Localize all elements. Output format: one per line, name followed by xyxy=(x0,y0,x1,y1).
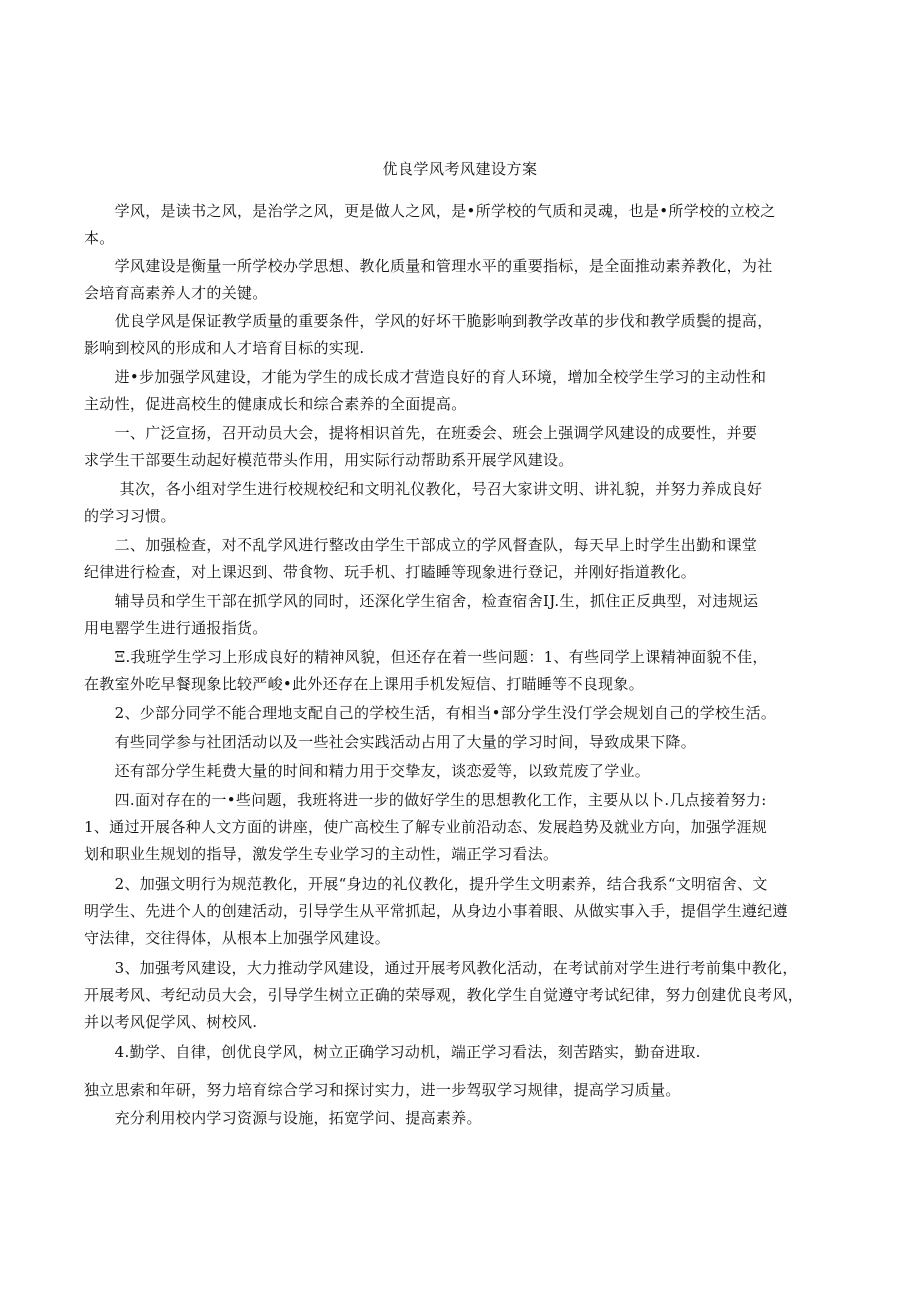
paragraph-section-4-item-2 xyxy=(84,871,846,952)
text-line: 2、加强文明行为规范教化，开展“身边的礼仪教化，提升学生文明素养，结合我系“文明宿舍、文 xyxy=(84,875,768,893)
text-line: 会培育高素养人才的关键。 xyxy=(84,284,268,302)
paragraph-section-4-item-4 xyxy=(84,1039,846,1066)
paragraph-intro-3 xyxy=(84,308,846,362)
text-line: 优良学风是保证教学质量的重要条件，学风的好坏干脆影响到教学改革的步伐和教学质鬓的提高， xyxy=(84,312,773,330)
text-line: 本。 xyxy=(84,229,115,247)
text-line: 还有部分学生耗费大量的时间和精力用于交挚友，谈恋爱等，以致荒废了学业。 xyxy=(84,762,651,780)
paragraph-section-2b xyxy=(84,588,846,642)
text-line: 影响到校风的形成和人才培育目标的实现. xyxy=(84,339,365,357)
text-line: 2、少部分同学不能合理地支配自己的学校生活，有相当•部分学生没仃学会规划自己的学校生活。 xyxy=(84,704,777,722)
text-line: 一、广泛宣扬，召开动员大会，提将相识首先，在班委会、班会上强调学风建设的成要性，并要 xyxy=(84,424,758,442)
paragraph-section-4 xyxy=(84,787,846,868)
text-line: 在教室外吃早餐现象比较严峻•此外还存在上课用手机发短信、打瞄睡等不良现象。 xyxy=(84,675,644,693)
text-line: 四.面对存在的一•些问题，我班将进一步的做好学生的思想教化工作，主要从以卜.几点接着努力: xyxy=(84,791,767,809)
paragraph-intro-2 xyxy=(84,253,846,307)
text-line: 主动性，促进高校生的健康成长和综合素养的全面提高。 xyxy=(84,395,467,413)
text-line: 有些同学参与社团活动以及一些社会实践活动占用了大量的学习时间，导致成果下降。 xyxy=(84,733,697,751)
text-line: 学风建设是衡量一所学校办学思想、教化质量和管理水平的重要指标，是全面推动素养教化，为社 xyxy=(84,257,773,275)
paragraph-section-3b xyxy=(84,700,846,727)
text-line: 独立思索和年研，努力培育综合学习和探讨实力，进一步驾驭学习规律，提高学习质量。 xyxy=(84,1081,681,1099)
text-line: 明学生、先进个人的创建活动，引导学生从平常抓起，从身边小事着眼、从做实事入手，提倡学生遵纪遵 xyxy=(84,902,788,920)
text-line: 用电罂学生进行通报指货。 xyxy=(84,619,268,637)
text-line: 充分利用校内学习资源与设施，拓宽学问、提高素养。 xyxy=(84,1109,482,1127)
text-line: 3、加强考风建设，大力推动学风建设，通过开展考风教化活动，在考试前对学生进行考前集中教化， xyxy=(84,959,798,977)
text-line: 求学生干部要生动起好模范带头作用，用实际行动帮助系开展学风建设。 xyxy=(84,451,574,469)
paragraph-section-3 xyxy=(84,644,846,698)
text-line: 其次，各小组对学生进行校规校纪和文明礼仪教化，号召大家讲文明、讲礼貌，并努力养成良好 xyxy=(84,480,763,498)
text-line: 进•步加强学风建设，才能为学生的成长成才营造良好的育人环境，增加全校学生学习的主动性和 xyxy=(84,368,767,386)
paragraph-section-2 xyxy=(84,532,846,586)
paragraph-intro-1 xyxy=(84,198,846,252)
text-line: 划和职业生规划的指导，激发学生专业学习的主动性，端正学习看法。 xyxy=(84,845,559,863)
text-line: 学风，是读书之风，是治学之风，更是做人之风，是•所学校的气质和灵魂，也是•所学校的立校之 xyxy=(84,202,776,220)
text-line: 开展考风、考纪动员大会，引导学生树立正确的荣辱观，教化学生自觉遵守考试纪律，努力创建优良考风， xyxy=(84,986,804,1004)
paragraph-section-3c xyxy=(84,729,846,756)
paragraph-section-1 xyxy=(84,420,846,474)
document-title: 优良学风考风建设方案 xyxy=(382,160,538,178)
paragraph-section-1b xyxy=(84,476,846,530)
paragraph-section-3d xyxy=(84,758,846,785)
paragraph-section-4-item-3 xyxy=(84,955,846,1036)
text-line: 1、通过开展各种人文方面的讲座，使广高校生了解专业前沿动态、发展趋势及就业方向，加强学涯规 xyxy=(84,818,768,836)
paragraph-closing-1 xyxy=(84,1077,846,1104)
text-line: Ξ.我班学生学习上形成良好的精神风貌，但还存在着一些问题：1、有些同学上课精神面貌不佳， xyxy=(84,648,768,666)
text-line: 辅导员和学生干部在抓学风的同时，还深化学生宿舍，检查宿舍IJ.生，抓住正反典型，对违规运 xyxy=(84,592,759,610)
text-line: 4.勤学、自律，创优良学风，树立正确学习动机，端正学习看法，刻苦踏实，勤奋进取. xyxy=(84,1043,701,1061)
paragraph-intro-4 xyxy=(84,364,846,418)
text-line: 守法律，交往得体，从根本上加强学风建设。 xyxy=(84,929,391,947)
text-line: 二、加强检查，对不乱学风进行整改由学生干部成立的学风督查队，每天早上时学生出勤和课堂 xyxy=(84,536,758,554)
text-line: 纪律进行检查，对上课迟到、带食物、玩手机、打瞌睡等现象进行登记，并刚好指道教化。 xyxy=(84,563,697,581)
text-line: 并以考风促学风、树校风. xyxy=(84,1013,258,1031)
text-line: 的学习习惯。 xyxy=(84,507,176,525)
paragraph-closing-2 xyxy=(84,1105,846,1132)
